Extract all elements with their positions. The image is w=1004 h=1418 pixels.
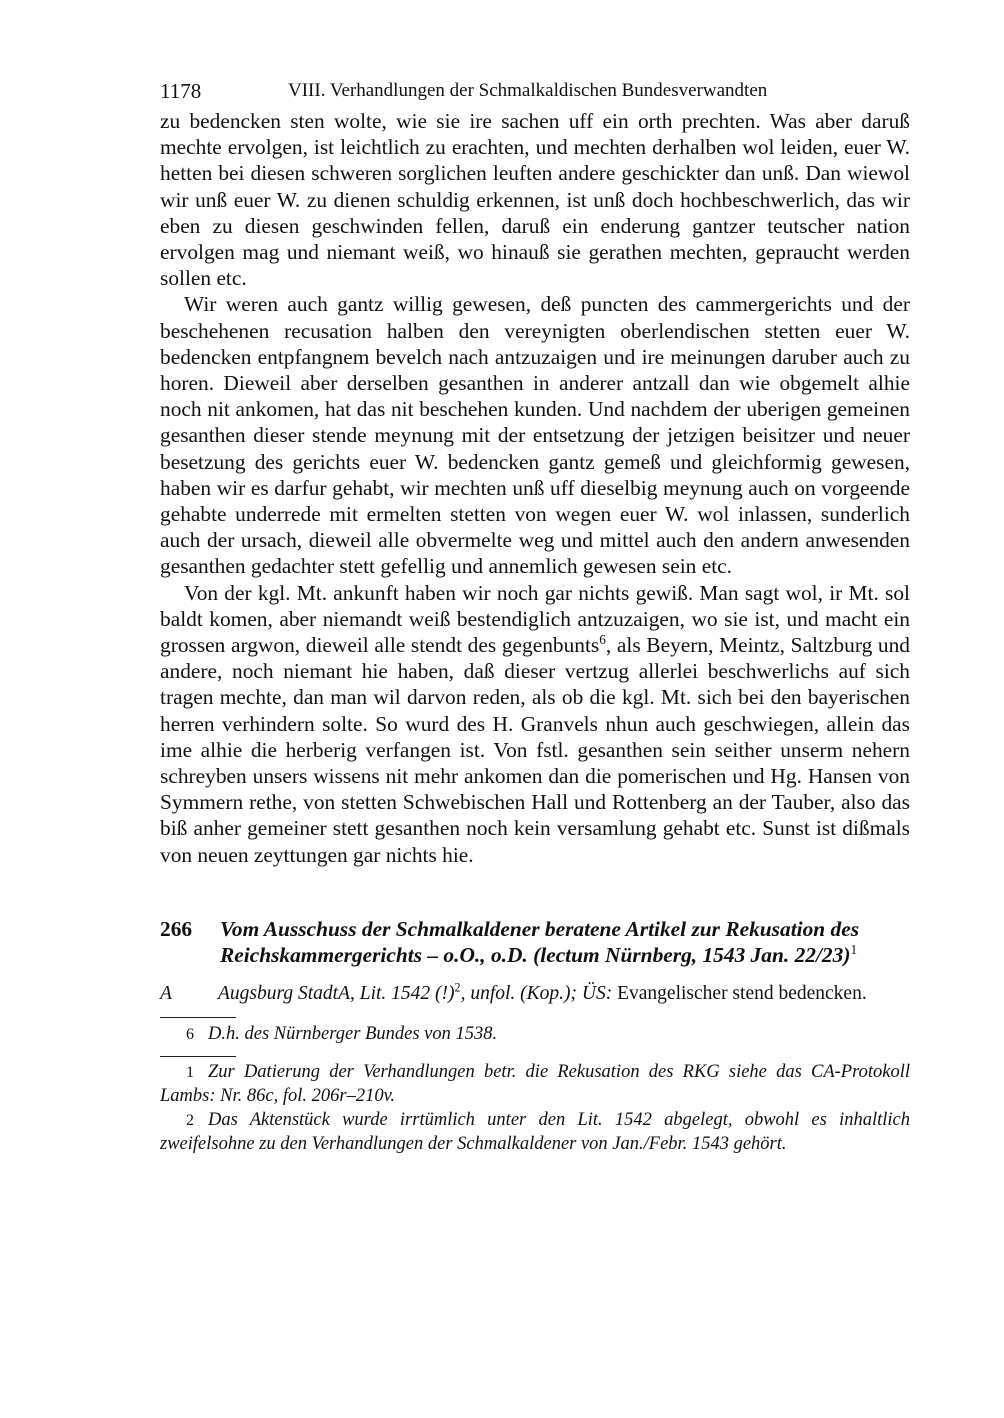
paragraph — [160, 580, 910, 868]
source-archive: Augsburg StadtA, Lit. 1542 (!) — [218, 982, 455, 1004]
document-title — [220, 916, 910, 968]
footnote-reference[interactable]: 6 — [599, 631, 606, 647]
footnote-text: Zur Datierung der Verhandlungen betr. die Rekusation des RKG siehe das CA-Protokoll Lambs: Nr. 86c, fol. 206r–210v. — [160, 1062, 910, 1106]
footnote-mark: 1 — [186, 1064, 194, 1082]
footnote-text: D.h. des Nürnberger Bundes von 1538. — [208, 1023, 498, 1044]
source-title: Evangelischer stend bedencken. — [612, 982, 867, 1004]
main-text — [160, 108, 910, 868]
footnote-reference[interactable]: 2 — [454, 980, 461, 995]
footnote-mark: 6 — [186, 1025, 194, 1043]
footnote — [160, 1109, 910, 1155]
page-number: 1178 — [160, 79, 202, 103]
text-footnotes — [160, 1023, 910, 1047]
document-heading — [160, 916, 910, 968]
document-title-text: Vom Ausschuss der Schmalkaldener beratene Artikel zur Rekusation des Reichskammergerichts – o.O., o.D. (lectum Nürnberg, 1543 Jan. 22/23) — [220, 916, 860, 967]
footnote-reference[interactable]: 1 — [850, 941, 858, 957]
source-archive-detail: , unfol. (Kop.); ÜS: — [460, 982, 613, 1004]
footnote-text: Das Aktenstück wurde irrtümlich unter den Lit. 1542 abgelegt, obwohl es inhaltlich zweifelsohne zu den Verhandlungen der Schmalkaldener von Jan./Febr. 1543 gehört. — [160, 1110, 910, 1154]
footnote-divider — [160, 1017, 236, 1018]
paragraph-text: Von der kgl. Mt. ankunft haben wir noch gar nichts gewiß. Man sagt wol, ir Mt. sol baldt komen, aber niemandt weiß bestendiglich antzuzaigen, wo sie ist, und macht ein grossen argwon, dieweil alle stendt des gegenbunts — [160, 580, 910, 658]
running-head: VIII. Verhandlungen der Schmalkaldischen Bundesverwandten — [288, 80, 768, 101]
book-page — [160, 76, 910, 1155]
footnote — [160, 1061, 910, 1107]
footnote — [160, 1023, 910, 1047]
paragraph-text: , als Beyern, Meintz, Saltzburg und andere, noch niemant hie haben, daß dieser vertzug allerlei beschwerlichs auf sich tragen mechte, dan man wil darvon reden, als ob die kgl. Mt. sich bei den bayerischen herren verhindern solte. So wurd des H. Granvels nhun auch geschwiegen, allein das ime alhie die herberig verfangen ist. Von fstl. gesanthen sein seither unserm nehern schreyben unsers wissens nit mehr ankomen dan die pomerischen und Hg. Hansen von Symmern rethe, von stetten Schwebischen Hall und Rottenberg an der Tauber, also das biß anher gemeiner stett gesanthen noch kein versamlung gehabt etc. Sunst ist dißmals von neuen zeyttungen gar nichts hie. — [160, 633, 910, 867]
source-description — [218, 982, 910, 1005]
source-line — [160, 982, 910, 1005]
paragraph: Wir weren auch gantz willig gewesen, deß puncten des cammergerichts und der beschehenen recusation halben den vereynigten oberlendischen stetten euer W. bedencken entpfangnem bevelch nach antzuzaigen und ire meinungen daruber auch zu horen. Dieweil aber derselben gesanthen in anderer antzall dan wie obgemelt alhie noch nit ankomen, hat das nit beschehen kunden. Und nachdem der uberigen gemeinen gesanthen dieser stende meynung mit der entsetzung der jetzigen beisitzer und neuer besetzung des gerichts euer W. bedencken gantz gemeß und gleichformig gewesen, haben wir es darfur gehabt, wir mechten unß uff dieselbig meynung auch on vorgeende gehabte underrede mit ermelten stetten von wegen euer W. wol inlassen, sunderlich auch der ursach, dieweil alle obvermelte weg und mittel auch den andern anwesenden gesanthen gedachter stett gefellig und annemlich gewesen sein etc. — [160, 292, 910, 579]
footnote-divider — [160, 1056, 236, 1057]
paragraph: zu bedencken sten wolte, wie sie ire sachen uff ein orth prechten. Was aber daruß mechte ervolgen, ist leichtlich zu erachten, und mechten derhalben wol leiden, euer W. hetten bei diesen schweren sorglichen leuften andere geschickter dan unß. Dan wiewol wir unß euer W. zu dienen schuldig erkennen, ist unß doch hochbeschwerlich, das wir eben zu diesen geschwinden fellen, daruß ein enderung gantzer teutscher nation ervolgen mag und niemant weiß, wo hinauß sie gerathen mechten, gepraucht werden sollen etc. — [160, 109, 910, 291]
footnote-mark: 2 — [186, 1112, 194, 1130]
document-number: 266 — [160, 916, 193, 941]
page-header — [160, 76, 910, 108]
apparatus-footnotes — [160, 1061, 910, 1155]
source-siglum: A — [160, 982, 172, 1004]
